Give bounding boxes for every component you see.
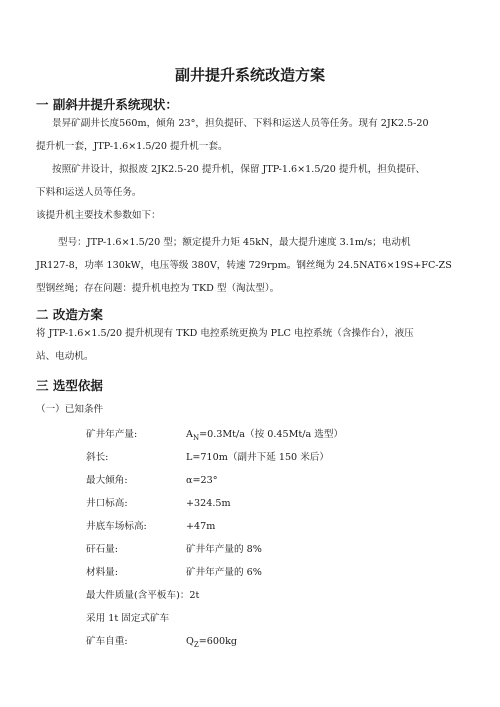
param-row [86, 472, 218, 486]
section-1-para-4-line-2: JR127-8，功率 130kW，电压等级 380V，转速 729rpm。钢丝绳为 24.5NAT6×19S+FC-ZS [36, 260, 452, 271]
param-label: 材料量: [86, 567, 119, 578]
param-row [86, 564, 262, 578]
section-1-para-1-line-2: 提升机一套，JTP-1.6×1.5/20 提升机一套。 [36, 141, 228, 152]
section-3-heading: 三 选型依据 [36, 378, 103, 393]
param-label: 斜长: [86, 452, 109, 463]
section-1-para-3: 该提升机主要技术参数如下： [36, 210, 161, 221]
section-1-para-1-line-1: 景昇矿副井长度560m，倾角 23°，担负提矸、下料和运送人员等任务。现有 2JK2.5-20 [52, 118, 429, 129]
param-row [86, 633, 237, 649]
param-label: 井口标高: [86, 498, 128, 509]
section-1-para-4-line-1: 型号：JTP-1.6×1.5/20 型；额定提升力矩 45kN，最大提升速度 3.1m/s；电动机 [58, 237, 411, 248]
mine-car-line: 采用 1t 固定式矿车 [86, 613, 170, 624]
section-2-para-1-line-2: 站、电动机。 [36, 351, 94, 362]
param-label: 矸石量: [86, 544, 119, 555]
param-row [86, 426, 343, 442]
param-value: 矿井年产量的 8% [186, 544, 262, 555]
section-1-para-4-line-3: 型钢丝绳；存在问题：提升机电控为 TKD 型（淘汰型）。 [36, 283, 280, 294]
section-2-heading: 二 改造方案 [36, 307, 103, 322]
param-label: 矿车自重: [86, 636, 128, 647]
section-1-para-2-line-2: 下料和运送人员等任务。 [36, 187, 142, 198]
param-label: 最大倾角: [86, 475, 128, 486]
section-1-para-2-line-1: 按照矿井设计，拟报废 2JK2.5-20 提升机，保留 JTP-1.6×1.5/20 提升机，担负提矸、 [52, 164, 426, 175]
param-value: α=23° [186, 475, 218, 486]
param-value: +47m [186, 521, 216, 532]
param-value: +324.5m [186, 498, 231, 509]
section-2-para-1-line-1: 将 JTP-1.6×1.5/20 提升机现有 TKD 电控系统更换为 PLC 电控系统（含操作台），液压 [36, 328, 414, 339]
document-title: 副井提升系统改造方案 [174, 66, 325, 84]
param-value: $Q_Z=600kg$ [186, 636, 238, 649]
param-row [86, 495, 231, 509]
max-load-line: 最大件质量(含平板车)：2t [86, 590, 200, 601]
known-conditions-subheading: （一）已知条件 [36, 404, 104, 415]
param-label: 矿井年产量: [86, 429, 138, 440]
param-value: 矿井年产量的 6% [186, 567, 262, 578]
param-row [86, 518, 215, 532]
section-1-heading: 一 副斜井提升系统现状： [36, 97, 178, 112]
param-value: L=710m（副井下延 150 米后） [186, 452, 329, 463]
param-row [86, 449, 329, 463]
param-value: $A_N=0.3Mt/a$（按 0.45Mt/a 选型） [186, 429, 344, 442]
param-row [86, 541, 262, 555]
param-label: 井底车场标高: [86, 521, 147, 532]
